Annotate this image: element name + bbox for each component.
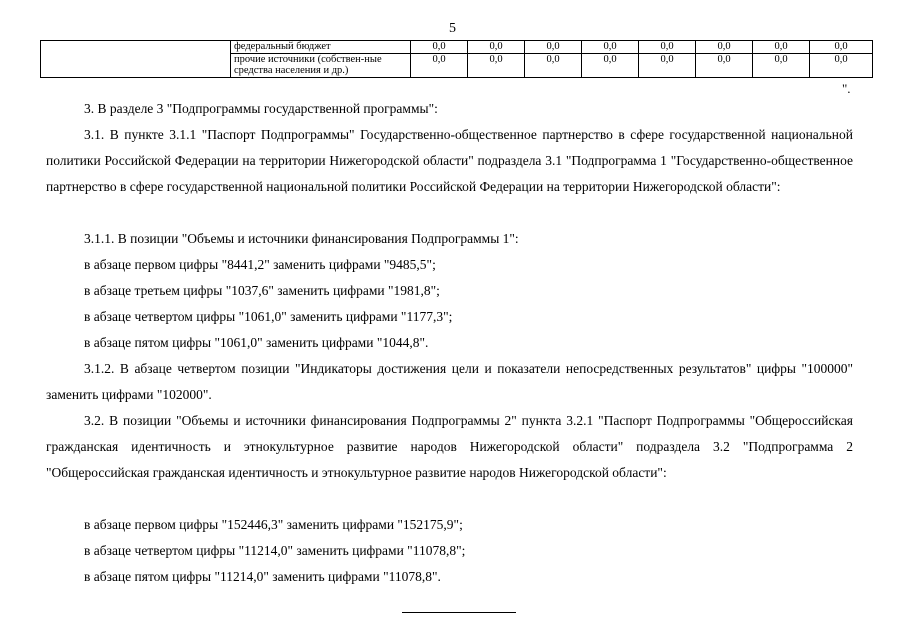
paragraph-abzac-3: в абзаце третьем цифры "1037,6" заменить цифрами "1981,8"; (84, 283, 440, 298)
table-cell-value: 0,0 (696, 41, 753, 54)
table-cell-value: 0,0 (696, 53, 753, 77)
paragraph-3-1: 3.1. В пункте 3.1.1 "Паспорт Подпрограммы" Государственно-общественное партнерство в сфере государственной национальной политики Российской Федерации на территории Нижегородской области" подраздела 3.1 "Подпрограмма 1 "Государственно-общественное партнерство в сфере государственной национальной политики Российской Федерации на территории Нижегородской области": (46, 127, 853, 194)
table-cell-value: 0,0 (639, 41, 696, 54)
table-cell-value: 0,0 (810, 41, 873, 54)
end-divider-line (402, 612, 516, 613)
table-cell-value: 0,0 (753, 53, 810, 77)
table-cell-label: прочие источники (собствен-ные средства населения и др.) (231, 53, 411, 77)
table-cell-value: 0,0 (525, 41, 582, 54)
paragraph-3-1-1: 3.1.1. В позиции "Объемы и источники финансирования Подпрограммы 1": (84, 231, 519, 246)
paragraph-3-2-abzac-1: в абзаце первом цифры "152446,3" заменить цифрами "152175,9"; (84, 517, 463, 532)
closing-quote-mark: ". (842, 81, 851, 96)
table-cell-value: 0,0 (468, 41, 525, 54)
paragraph-abzac-4: в абзаце четвертом цифры "1061,0" заменить цифрами "1177,3"; (84, 309, 453, 324)
table-cell-value: 0,0 (639, 53, 696, 77)
table-cell-value: 0,0 (525, 53, 582, 77)
table-cell-value: 0,0 (753, 41, 810, 54)
paragraph-abzac-5: в абзаце пятом цифры "1061,0" заменить цифрами "1044,8". (84, 335, 429, 350)
financing-table (40, 40, 873, 78)
paragraph-3-2-abzac-5: в абзаце пятом цифры "11214,0" заменить цифрами "11078,8". (84, 569, 441, 584)
paragraph-3-1-2: 3.1.2. В абзаце четвертом позиции "Индикаторы достижения цели и показатели непосредственных результатов" цифры "100000" заменить цифрами "102000". (46, 361, 853, 402)
table-cell-label: федеральный бюджет (231, 41, 411, 54)
paragraph-section-3: 3. В разделе 3 "Подпрограммы государственной программы": (84, 101, 438, 116)
paragraph-3-2-abzac-4: в абзаце четвертом цифры "11214,0" заменить цифрами "11078,8"; (84, 543, 466, 558)
table-cell-value: 0,0 (582, 41, 639, 54)
page-number: 5 (449, 21, 456, 36)
table-cell-value: 0,0 (468, 53, 525, 77)
table-cell-value: 0,0 (810, 53, 873, 77)
table-cell-value: 0,0 (582, 53, 639, 77)
table-cell-value: 0,0 (411, 53, 468, 77)
table-cell-value: 0,0 (411, 41, 468, 54)
paragraph-3-2: 3.2. В позиции "Объемы и источники финансирования Подпрограммы 2" пункта 3.2.1 "Паспорт Подпрограммы "Общероссийская гражданская идентичность и этнокультурное развитие народов Нижегородской области" подраздела 3.2 "Подпрограмма 2 "Общероссийская гражданская идентичность и этнокультурное развитие народов Нижегородской области": (46, 413, 853, 480)
paragraph-abzac-1: в абзаце первом цифры "8441,2" заменить цифрами "9485,5"; (84, 257, 436, 272)
table-empty-cell (41, 41, 231, 78)
table-row (41, 41, 873, 54)
